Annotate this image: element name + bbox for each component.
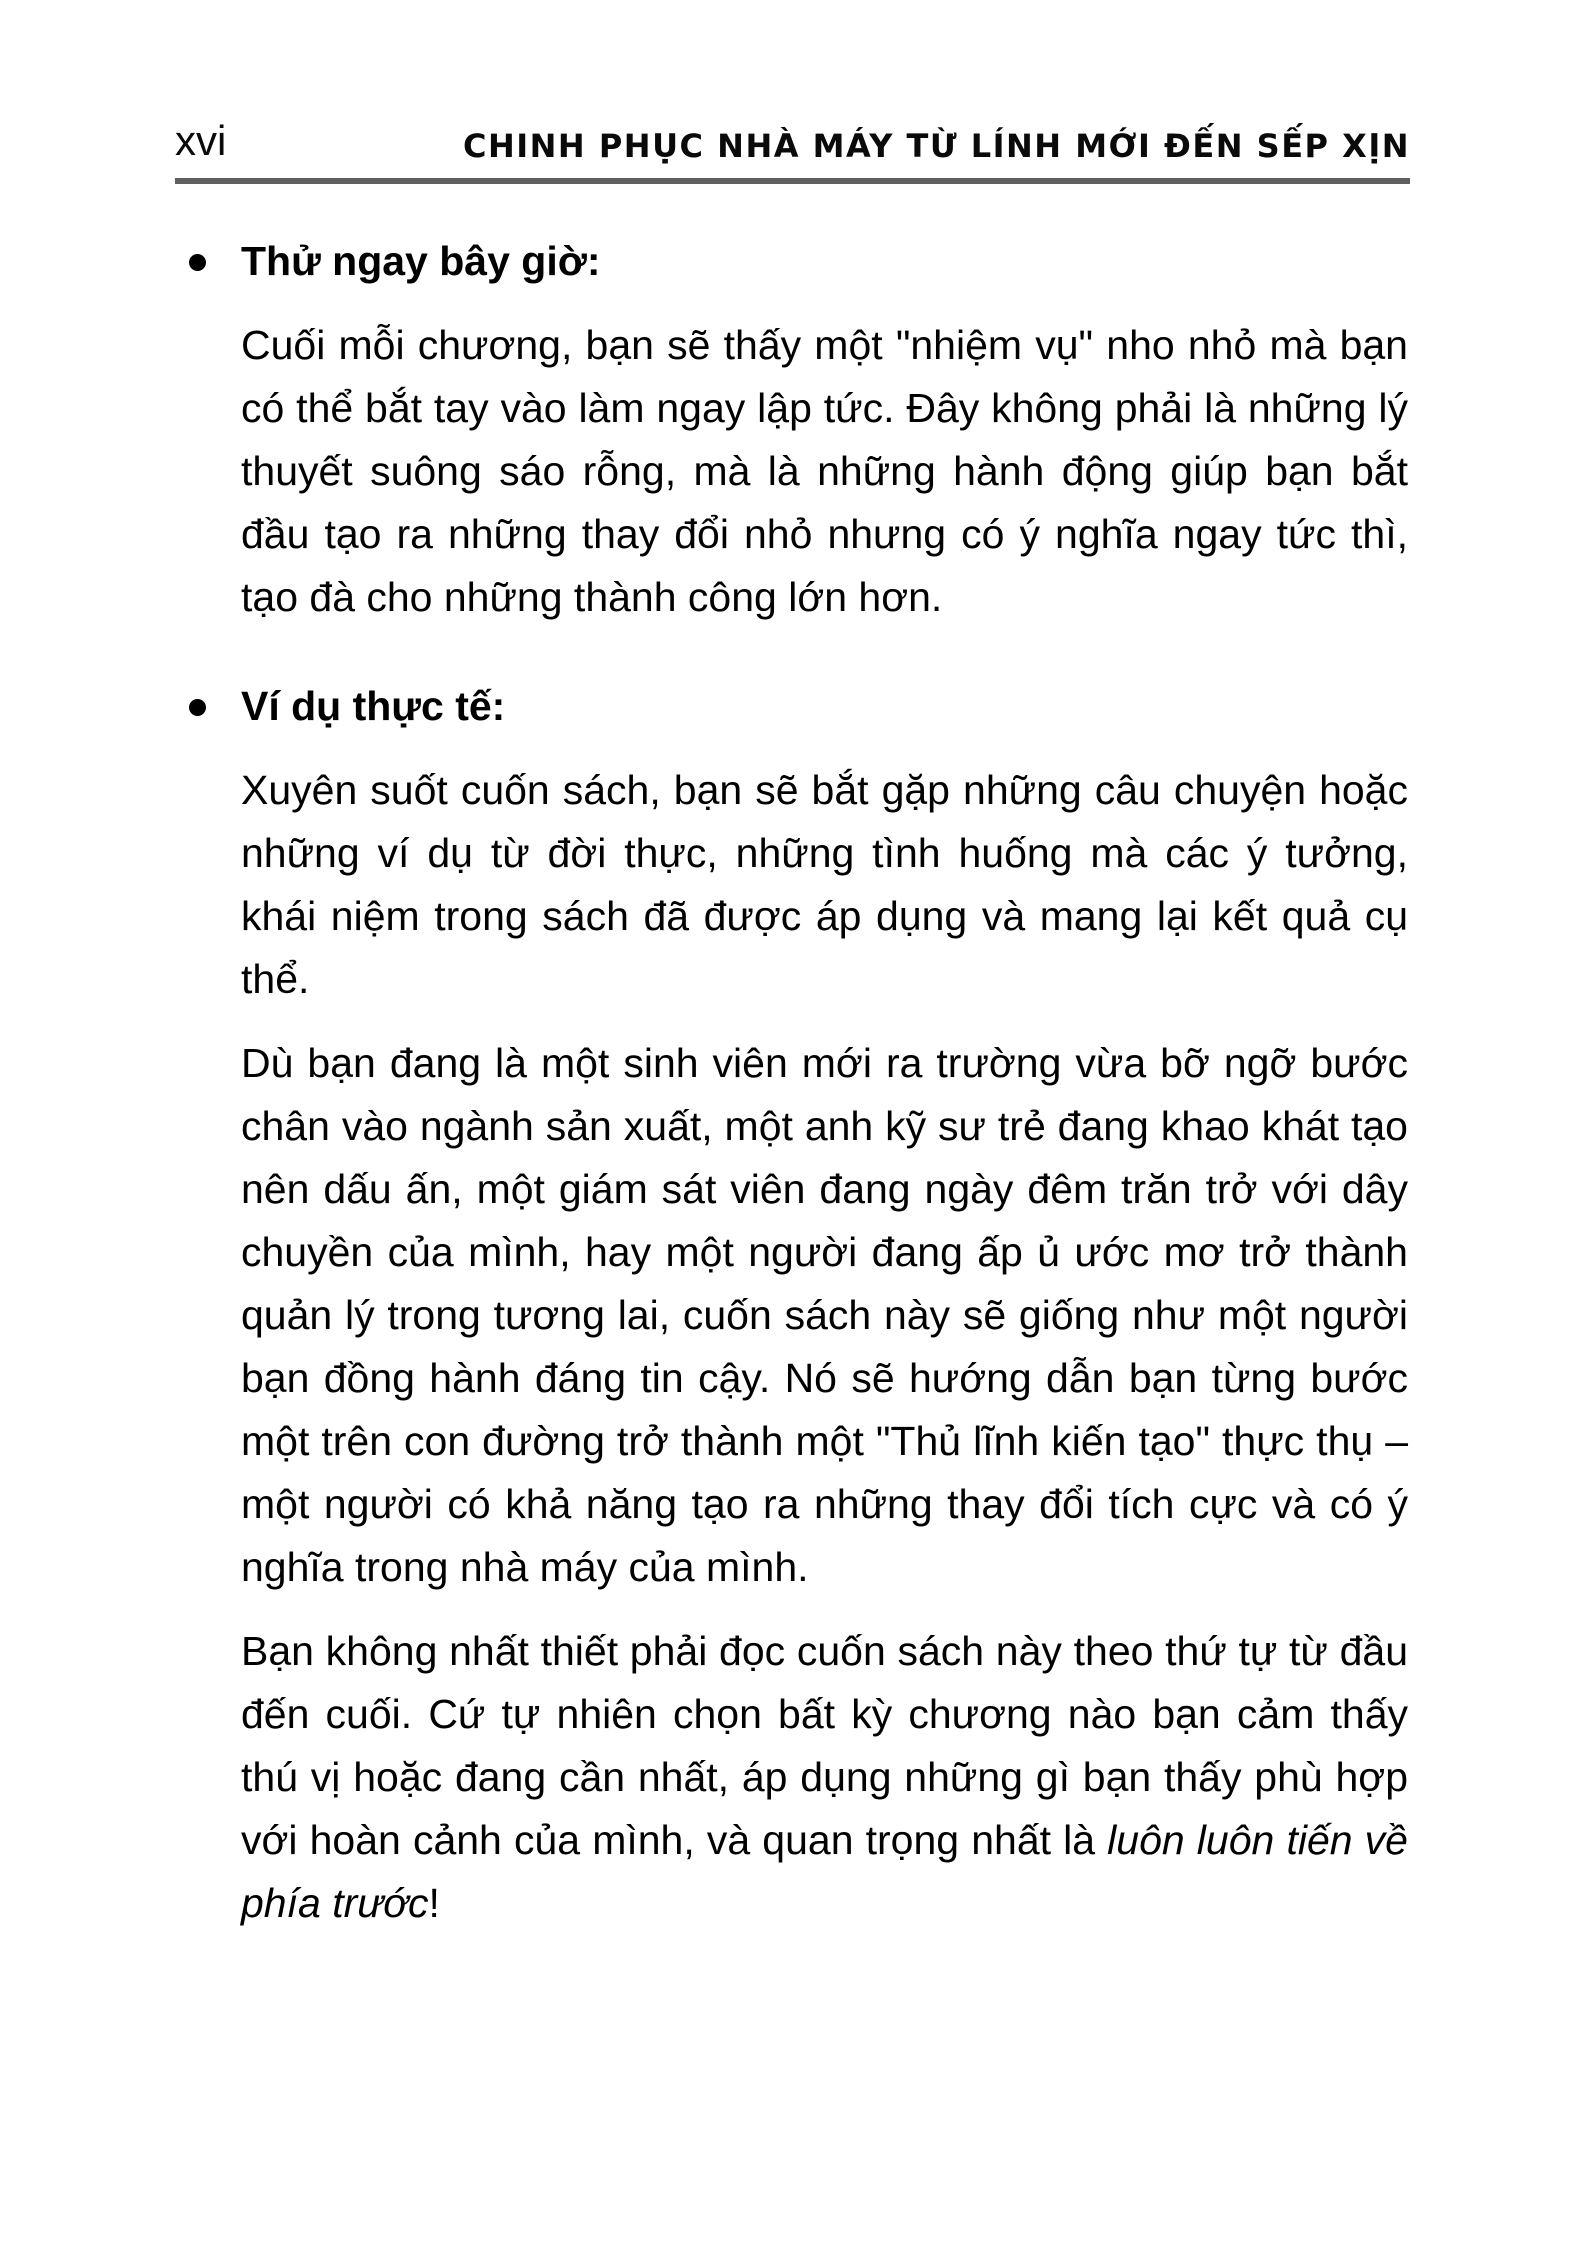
bullet-heading: [241, 675, 1408, 738]
paragraph: Cuối mỗi chương, bạn sẽ thấy một "nhiệm vụ" nho nhỏ mà bạn có thể bắt tay vào làm ngay lập tức. Đây không phải là những lý thuyết suông sáo rỗng, mà là những hành động giúp bạn bắt đầu tạo ra những thay đổi nhỏ nhưng có ý nghĩa ngay tức thì, tạo đà cho những thành công lớn hơn.: [241, 322, 1408, 620]
bullet-heading: [241, 230, 1408, 293]
running-title: CHINH PHỤC NHÀ MÁY TỪ LÍNH MỚI ĐẾN SẾP XỊN: [462, 127, 1410, 165]
bullet-heading-label: Thử ngay bây giờ:: [241, 238, 601, 284]
page-body: [241, 230, 1408, 1935]
page-number: xvi: [175, 117, 227, 164]
header-rule-divider: [175, 178, 1410, 184]
bullet-heading-label: Ví dụ thực tế:: [241, 683, 506, 729]
bullet-icon: [189, 699, 206, 716]
page-header: [175, 117, 1410, 165]
bullet-icon: [189, 254, 206, 271]
paragraph-final: [241, 1620, 1408, 1935]
final-paragraph-punctuation: !: [428, 1880, 440, 1926]
final-paragraph-italic: luôn luôn tiến về phía trước: [241, 1817, 1408, 1926]
bullet-section-try-now: [241, 230, 1408, 629]
final-paragraph-text: Bạn không nhất thiết phải đọc cuốn sách này theo thứ tự từ đầu đến cuối. Cứ tự nhiên chọn bất kỳ chương nào bạn cảm thấy thú vị hoặc đang cần nhất, áp dụng những gì bạn thấy phù hợp với hoàn cảnh của mình, và quan trọng nhất là: [241, 1628, 1408, 1863]
paragraph: Dù bạn đang là một sinh viên mới ra trường vừa bỡ ngỡ bước chân vào ngành sản xuất, một anh kỹ sư trẻ đang khao khát tạo nên dấu ấn, một giám sát viên đang ngày đêm trăn trở với dây chuyền của mình, hay một người đang ấp ủ ước mơ trở thành quản lý trong tương lai, cuốn sách này sẽ giống như một người bạn đồng hành đáng tin cậy. Nó sẽ hướng dẫn bạn từng bước một trên con đường trở thành một "Thủ lĩnh kiến tạo" thực thụ – một người có khả năng tạo ra những thay đổi tích cực và có ý nghĩa trong nhà máy của mình.: [241, 1040, 1408, 1590]
paragraph: Xuyên suốt cuốn sách, bạn sẽ bắt gặp những câu chuyện hoặc những ví dụ từ đời thực, những tình huống mà các ý tưởng, khái niệm trong sách đã được áp dụng và mang lại kết quả cụ thể.: [241, 767, 1408, 1002]
bullet-section-real-examples: [241, 675, 1408, 1935]
